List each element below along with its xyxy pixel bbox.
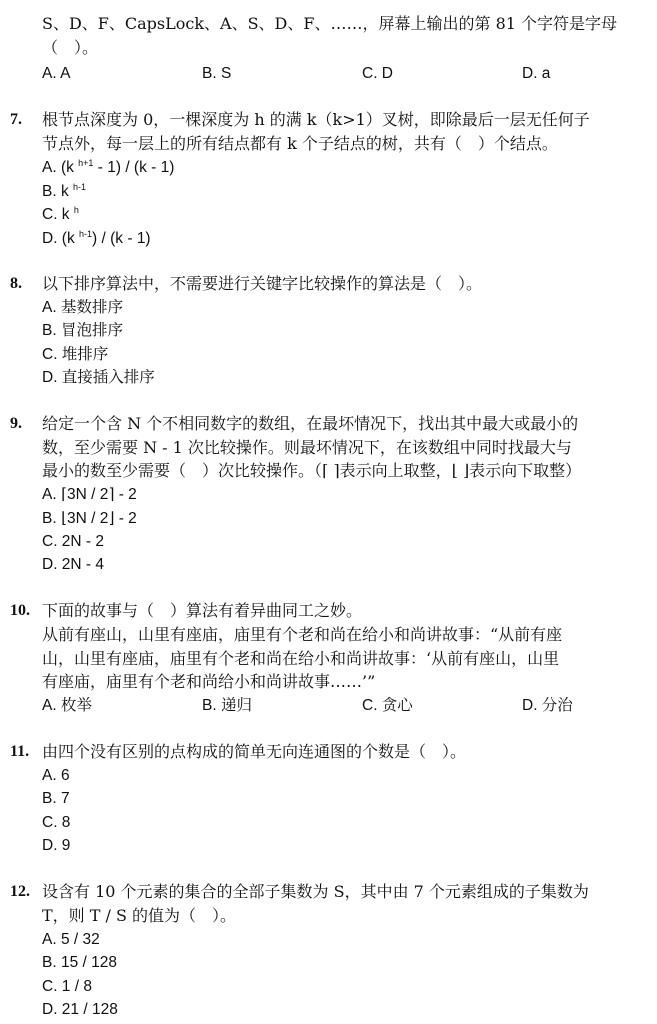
- q6-option-c: C. D: [362, 65, 393, 82]
- q10-stem-line3: 山，山里有座庙，庙里有个老和尚在给小和尚讲故事：‘从前有座山，山里: [42, 649, 560, 668]
- q10-stem-line1: 下面的故事与（ ）算法有着异曲同工之妙。: [42, 601, 363, 620]
- q8-option-c: C. 堆排序: [42, 346, 109, 363]
- q7-option-d: D. (k $^{h-1}$) / (k - 1): [42, 229, 151, 247]
- q12-option-d: D. 21 / 128: [42, 1001, 118, 1018]
- q10-option-c: C. 贪心: [362, 697, 413, 714]
- q10-stem-line2: 从前有座山，山里有座庙，庙里有个老和尚在给小和尚讲故事：“从前有座: [42, 625, 563, 644]
- q11-option-d: D. 9: [42, 837, 71, 854]
- q9-option-a: A. ⌈3N / 2⌉ - 2: [42, 486, 137, 503]
- q12-option-b: B. 15 / 128: [42, 954, 117, 971]
- q11-option-b: B. 7: [42, 790, 70, 807]
- q9-stem-line2: 数，至少需要 N - 1 次比较操作。则最坏情况下，在该数组中同时找最大与: [42, 438, 572, 457]
- q10-option-d: D. 分治: [522, 697, 573, 714]
- q10-number: 10.: [10, 602, 30, 619]
- q7-option-a: A. (k $^{h+1}$ - 1) / (k - 1): [42, 158, 175, 176]
- q9-number: 9.: [10, 415, 22, 432]
- q8-stem-line1: 以下排序算法中，不需要进行关键字比较操作的算法是（ ）。: [42, 274, 483, 293]
- q7-number: 7.: [10, 111, 22, 128]
- q6-option-d: D. a: [522, 65, 551, 82]
- q8-number: 8.: [10, 275, 22, 292]
- q8-option-a: A. 基数排序: [42, 299, 123, 316]
- q9-option-d: D. 2N - 4: [42, 556, 105, 573]
- q6-stem-line2: （ ）。: [42, 38, 99, 57]
- q9-option-c: C. 2N - 2: [42, 533, 105, 550]
- q11-stem-line1: 由四个没有区别的点构成的简单无向连通图的个数是（ ）。: [42, 742, 467, 761]
- q7-stem-line2: 节点外，每一层上的所有结点都有 k 个子结点的树，共有（ ）个结点。: [42, 134, 558, 153]
- q7-option-b: B. k $^{h-1}$: [42, 182, 87, 200]
- q6-stem-line1: S、D、F、CapsLock、A、S、D、F、……，屏幕上输出的第 81 个字符是字母: [42, 14, 618, 33]
- q12-option-a: A. 5 / 32: [42, 931, 100, 948]
- q12-stem-line1: 设含有 10 个元素的集合的全部子集数为 S，其中由 7 个元素组成的子集数为: [42, 882, 589, 901]
- q10-stem-line4: 有座庙，庙里有个老和尚给小和尚讲故事……’”: [42, 672, 376, 691]
- q12-option-c: C. 1 / 8: [42, 978, 92, 995]
- q9-option-b: B. ⌊3N / 2⌋ - 2: [42, 510, 137, 527]
- q6-option-a: A. A: [42, 65, 71, 82]
- q11-option-a: A. 6: [42, 767, 70, 784]
- q11-option-c: C. 8: [42, 814, 71, 831]
- q9-stem-line3: 最小的数至少需要（ ）次比较操作。（⌈ ⌉表示向上取整，⌊ ⌋表示向下取整）: [42, 461, 582, 480]
- q7-option-c: C. k $^h$: [42, 205, 79, 223]
- q11-number: 11.: [10, 743, 30, 760]
- q7-stem-line1: 根节点深度为 0，一棵深度为 h 的满 k（k>1）叉树，即除最后一层无任何子: [42, 110, 590, 129]
- q9-stem-line1: 给定一个含 N 个不相同数字的数组，在最坏情况下，找出其中最大或最小的: [42, 414, 579, 433]
- q8-option-d: D. 直接插入排序: [42, 369, 155, 386]
- q12-stem-line2: T，则 T / S 的值为（ ）。: [42, 906, 237, 925]
- q8-option-b: B. 冒泡排序: [42, 322, 123, 339]
- q12-number: 12.: [10, 883, 30, 900]
- q6-option-b: B. S: [202, 65, 232, 82]
- q10-option-b: B. 递归: [202, 697, 252, 714]
- q10-option-a: A. 枚举: [42, 697, 92, 714]
